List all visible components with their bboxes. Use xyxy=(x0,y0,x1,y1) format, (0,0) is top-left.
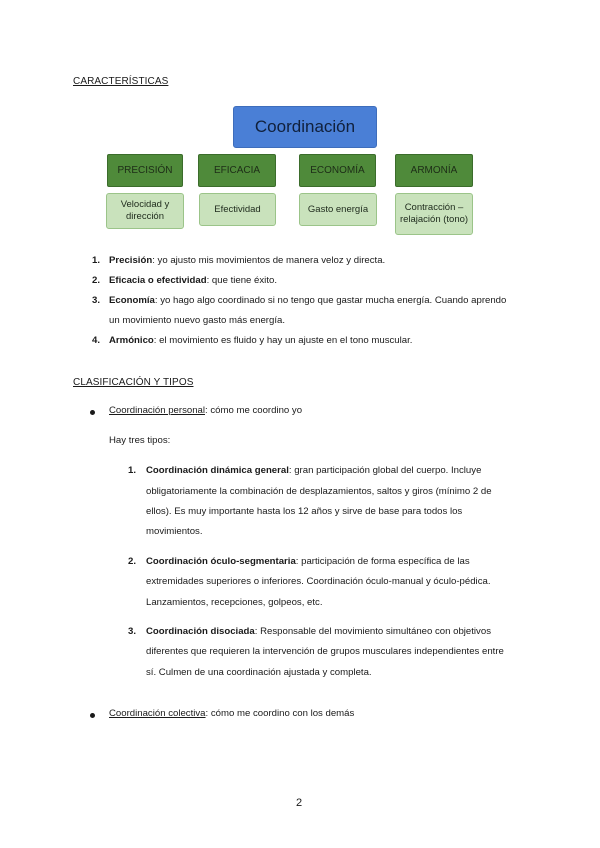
personal-coordination-label: Coordinación personal xyxy=(109,405,205,416)
type-text: : gran participación global del cuerpo. Incluye xyxy=(288,465,482,476)
type-number: 2. xyxy=(128,556,137,567)
feature-number: 2. xyxy=(92,275,101,286)
feature-number: 3. xyxy=(92,295,101,306)
feature-term: Precisión xyxy=(109,255,153,266)
type-line: extremidades superiores o inferiores. Coordinación óculo-manual y óculo-pédica. xyxy=(146,576,491,587)
type-term: Coordinación disociada xyxy=(146,626,255,637)
type-term: Coordinación dinámica general xyxy=(146,465,289,476)
bullet-icon xyxy=(90,713,95,718)
feature-item xyxy=(109,255,385,267)
type-text: : participación de forma específica de las xyxy=(295,556,470,567)
personal-coordination-text: : cómo me coordino yo xyxy=(205,405,303,416)
feature-text: : yo ajusto mis movimientos de manera veloz y directa. xyxy=(152,255,386,266)
feature-term: Eficacia o efectividad xyxy=(109,275,207,286)
diagram-detail-armonia: Contracción – relajación (tono) xyxy=(395,193,473,235)
diagram-detail-economia: Gasto energía xyxy=(299,193,377,226)
diagram-category-eficacia: EFICACIA xyxy=(198,154,276,187)
type-line: Lanzamientos, recepciones, golpeos, etc. xyxy=(146,597,323,608)
collective-coordination-text: : cómo me coordino con los demás xyxy=(205,708,355,719)
feature-text: : yo hago algo coordinado si no tengo que gastar mucha energía. Cuando aprendo xyxy=(154,295,507,306)
feature-text: : el movimiento es fluido y hay un ajuste en el tono muscular. xyxy=(153,335,413,346)
type-line xyxy=(146,465,481,477)
feature-number: 1. xyxy=(92,255,101,266)
diagram-detail-eficacia: Efectividad xyxy=(199,193,276,226)
collective-coordination-item xyxy=(109,708,354,720)
feature-item xyxy=(109,295,506,307)
type-number: 3. xyxy=(128,626,137,637)
personal-coordination-item xyxy=(109,405,302,417)
feature-term: Armónico xyxy=(109,335,154,346)
page-number: 2 xyxy=(296,797,303,809)
type-text: : Responsable del movimiento simultáneo con objetivos xyxy=(254,626,491,637)
diagram-category-armonia: ARMONÍA xyxy=(395,154,473,187)
feature-term: Economía xyxy=(109,295,155,306)
feature-item xyxy=(109,335,412,347)
heading-caracteristicas: CARACTERÍSTICAS xyxy=(73,76,169,87)
diagram-detail-precision: Velocidad y dirección xyxy=(106,193,184,229)
type-line: sí. Culmen de una coordinación ajustada y completa. xyxy=(146,667,372,678)
diagram-root-box: Coordinación xyxy=(233,106,377,148)
bullet-icon xyxy=(90,410,95,415)
collective-coordination-label: Coordinación colectiva xyxy=(109,708,206,719)
diagram-category-economia: ECONOMÍA xyxy=(299,154,376,187)
type-line: diferentes que requieren la intervención de grupos musculares independientes entre xyxy=(146,646,504,657)
type-line xyxy=(146,556,470,568)
feature-item xyxy=(109,275,277,287)
diagram-category-precision: PRECISIÓN xyxy=(107,154,183,187)
feature-text: : que tiene éxito. xyxy=(206,275,277,286)
heading-clasificacion: CLASIFICACIÓN Y TIPOS xyxy=(73,377,194,388)
type-line: movimientos. xyxy=(146,526,203,537)
type-line: ellos). Es muy importante hasta los 12 años y sirve de base para todos los xyxy=(146,506,463,517)
type-number: 1. xyxy=(128,465,137,476)
type-term: Coordinación óculo-segmentaria xyxy=(146,556,296,567)
types-intro: Hay tres tipos: xyxy=(109,435,171,446)
type-line: obligatoriamente la combinación de desplazamientos, saltos y giros (mínimo 2 de xyxy=(146,486,492,497)
feature-number: 4. xyxy=(92,335,101,346)
feature-text-continued: un movimiento nuevo gasto más energía. xyxy=(109,315,285,326)
type-line xyxy=(146,626,491,638)
